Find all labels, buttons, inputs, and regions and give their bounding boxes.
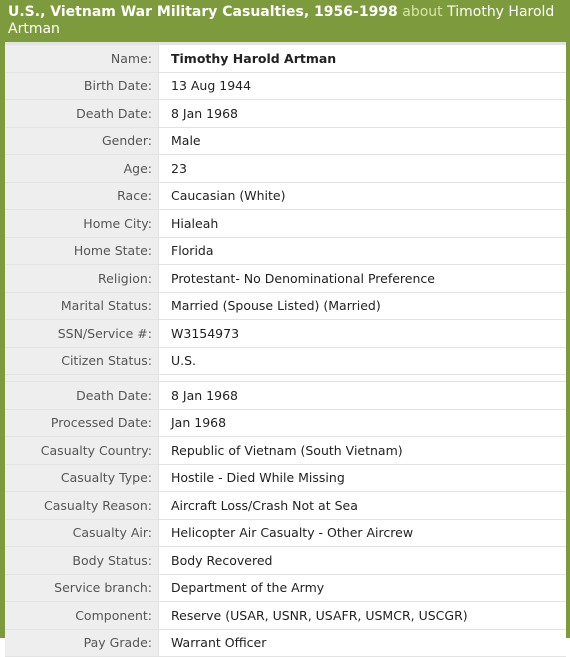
table-row — [5, 492, 566, 520]
table-row — [5, 320, 566, 348]
field-label: SSN/Service #: — [5, 320, 159, 348]
table-row — [5, 382, 566, 410]
field-label: Home State: — [5, 237, 159, 265]
table-row — [5, 519, 566, 547]
field-label: Pay Grade: — [5, 629, 159, 657]
field-value: Department of the Army — [159, 574, 567, 602]
field-label: Body Status: — [5, 547, 159, 575]
field-value: W3154973 — [159, 320, 567, 348]
field-value: Male — [159, 127, 567, 155]
field-value: 8 Jan 1968 — [159, 382, 567, 410]
field-label: Casualty Type: — [5, 464, 159, 492]
field-value: Timothy Harold Artman — [159, 45, 567, 72]
table-row — [5, 127, 566, 155]
field-label: Religion: — [5, 265, 159, 293]
table-row — [5, 602, 566, 630]
field-value: Hialeah — [159, 210, 567, 238]
field-value: 23 — [159, 155, 567, 183]
table-row — [5, 100, 566, 128]
table-row — [5, 155, 566, 183]
field-value: Helicopter Air Casualty - Other Aircrew — [159, 519, 567, 547]
field-label: Marital Status: — [5, 292, 159, 320]
field-value: Aircraft Loss/Crash Not at Sea — [159, 492, 567, 520]
field-label: Citizen Status: — [5, 347, 159, 375]
table-row — [5, 574, 566, 602]
field-label: Gender: — [5, 127, 159, 155]
field-label: Casualty Air: — [5, 519, 159, 547]
table-row — [5, 347, 566, 375]
field-label: Death Date: — [5, 382, 159, 410]
person-name: Timothy Harold Artman — [8, 4, 555, 37]
field-value: Florida — [159, 237, 567, 265]
table-row — [5, 464, 566, 492]
table-row — [5, 409, 566, 437]
field-value: Body Recovered — [159, 547, 567, 575]
field-label: Processed Date: — [5, 409, 159, 437]
field-value: Warrant Officer — [159, 629, 567, 657]
field-value: Republic of Vietnam (South Vietnam) — [159, 437, 567, 465]
table-row — [5, 629, 566, 657]
divider-cell — [159, 375, 567, 382]
field-value: 8 Jan 1968 — [159, 100, 567, 128]
field-value: Protestant- No Denominational Preference — [159, 265, 567, 293]
field-label: Birth Date: — [5, 72, 159, 100]
field-label: Home City: — [5, 210, 159, 238]
field-label: Race: — [5, 182, 159, 210]
field-label: Name: — [5, 45, 159, 72]
field-value: Married (Spouse Listed) (Married) — [159, 292, 567, 320]
field-label: Casualty Country: — [5, 437, 159, 465]
field-label: Component: — [5, 602, 159, 630]
record-header — [0, 0, 570, 40]
database-title-link[interactable]: U.S., Vietnam War Military Casualties, 1956-1998 — [8, 4, 398, 20]
field-value: 13 Aug 1944 — [159, 72, 567, 100]
divider-cell — [5, 375, 159, 382]
table-row — [5, 182, 566, 210]
field-value: U.S. — [159, 347, 567, 375]
table-row — [5, 437, 566, 465]
table-row — [5, 547, 566, 575]
field-value: Reserve (USAR, USNR, USAFR, USMCR, USCGR) — [159, 602, 567, 630]
field-label: Service branch: — [5, 574, 159, 602]
table-row — [5, 72, 566, 100]
record-body — [5, 42, 566, 651]
table-row — [5, 45, 566, 72]
field-value: Caucasian (White) — [159, 182, 567, 210]
table-row — [5, 265, 566, 293]
about-text: about — [402, 4, 443, 20]
field-label: Age: — [5, 155, 159, 183]
field-value: Jan 1968 — [159, 409, 567, 437]
field-value: Hostile - Died While Missing — [159, 464, 567, 492]
record-table — [5, 45, 566, 657]
table-row — [5, 292, 566, 320]
table-row — [5, 237, 566, 265]
section-divider — [5, 375, 566, 382]
field-label: Casualty Reason: — [5, 492, 159, 520]
table-row — [5, 210, 566, 238]
field-label: Death Date: — [5, 100, 159, 128]
